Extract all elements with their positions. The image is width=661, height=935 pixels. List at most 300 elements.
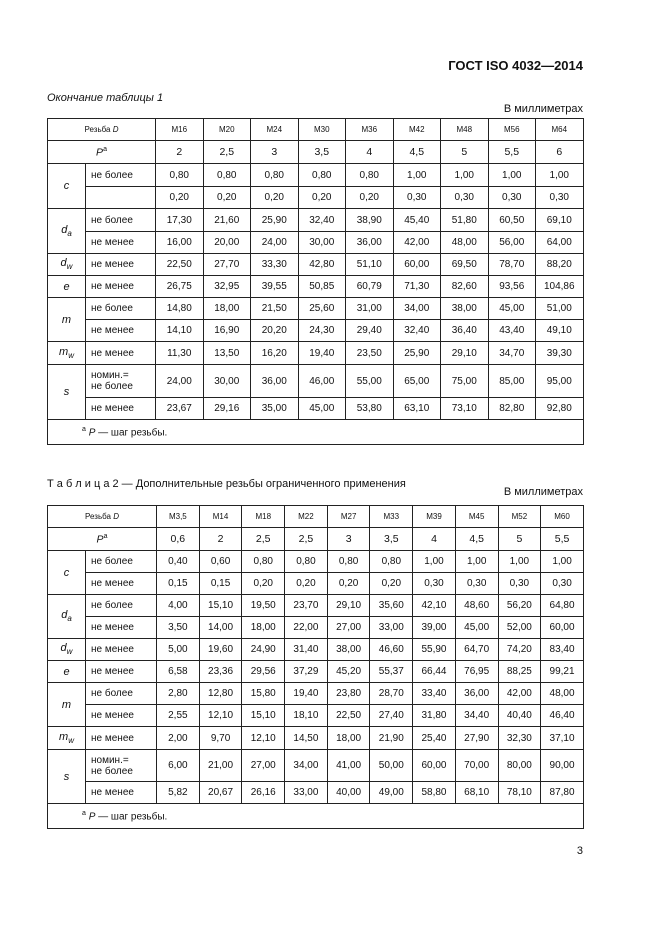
- value-cell: 64,70: [455, 639, 498, 661]
- value-cell: 2,55: [157, 705, 200, 727]
- value-cell: 0,80: [156, 164, 204, 187]
- value-cell: 27,90: [455, 727, 498, 750]
- value-cell: 5,82: [157, 782, 200, 804]
- pitch-value-cell: 3: [251, 141, 299, 164]
- value-cell: 0,20: [298, 187, 346, 209]
- value-cell: 17,30: [156, 209, 204, 232]
- limit-label-line: номин.=: [91, 370, 129, 381]
- limit-label-cell: [86, 661, 157, 683]
- value-cell: 36,40: [441, 320, 489, 342]
- table1-data-row: [48, 187, 584, 209]
- value-cell: 24,00: [251, 232, 299, 254]
- value-cell: 33,40: [413, 683, 456, 705]
- limit-label-line: не менее: [91, 710, 134, 721]
- dimension-symbol: c: [63, 180, 70, 192]
- footnote-cell: [48, 804, 584, 829]
- table2-header-row: [48, 506, 584, 528]
- limit-label-line: не менее: [91, 732, 134, 744]
- table1-note-row: [48, 420, 584, 445]
- value-cell: 87,80: [541, 782, 584, 804]
- footnote-symbol: P: [88, 811, 96, 823]
- value-cell: 48,00: [441, 232, 489, 254]
- value-cell: 34,00: [285, 750, 328, 782]
- dimension-symbol-cell: [48, 661, 86, 683]
- value-cell: 73,10: [441, 398, 489, 420]
- footnote-cell: [48, 420, 584, 445]
- value-cell: 45,00: [298, 398, 346, 420]
- limit-label-line: не более: [91, 765, 133, 777]
- value-cell: 19,60: [199, 639, 242, 661]
- value-cell: 1,00: [393, 164, 441, 187]
- table2-data-row: [48, 551, 584, 573]
- value-cell: 21,90: [370, 727, 413, 750]
- value-cell: 50,00: [370, 750, 413, 782]
- thread-symbol: D: [113, 512, 119, 521]
- pitch-value-cell: 2: [156, 141, 204, 164]
- limit-label-cell: [86, 782, 157, 804]
- value-cell: 0,80: [203, 164, 251, 187]
- limit-label-cell: [86, 551, 157, 573]
- value-cell: 23,50: [346, 342, 394, 365]
- value-cell: 65,00: [393, 365, 441, 398]
- value-cell: 27,00: [242, 750, 285, 782]
- value-cell: 60,79: [346, 276, 394, 298]
- value-cell: 45,40: [393, 209, 441, 232]
- value-cell: 55,90: [413, 639, 456, 661]
- value-cell: 19,50: [242, 595, 285, 617]
- pitch-value-cell: 3: [327, 528, 370, 551]
- value-cell: 16,20: [251, 342, 299, 365]
- value-cell: 38,00: [327, 639, 370, 661]
- pitch-footnote-mark: a: [103, 532, 108, 540]
- value-cell: 6,58: [157, 661, 200, 683]
- pitch-footnote-mark: a: [103, 145, 107, 153]
- value-cell: 0,20: [156, 187, 204, 209]
- value-cell: 23,70: [285, 595, 328, 617]
- limit-label-cell: [86, 398, 156, 420]
- thread-size-cell: M56: [488, 119, 536, 141]
- pitch-header-cell: [48, 528, 157, 551]
- thread-size-cell: M14: [199, 506, 242, 528]
- value-cell: 76,95: [455, 661, 498, 683]
- value-cell: 36,00: [455, 683, 498, 705]
- value-cell: 23,36: [199, 661, 242, 683]
- value-cell: 88,25: [498, 661, 541, 683]
- dimension-symbol-cell: [48, 365, 86, 420]
- value-cell: 21,60: [203, 209, 251, 232]
- table2-pitch-row: [48, 528, 584, 551]
- value-cell: 3,50: [157, 617, 200, 639]
- thread-label: Резьба: [85, 512, 114, 521]
- footnote-text: — шаг резьбы.: [95, 427, 168, 439]
- pitch-value-cell: 0,6: [157, 528, 200, 551]
- value-cell: 12,10: [242, 727, 285, 750]
- value-cell: 104,86: [536, 276, 584, 298]
- table1-header-row: [48, 119, 584, 141]
- value-cell: 70,00: [455, 750, 498, 782]
- value-cell: 60,50: [488, 209, 536, 232]
- footnote-mark: a: [82, 809, 86, 817]
- dimension-symbol: d: [60, 257, 67, 270]
- value-cell: 92,80: [536, 398, 584, 420]
- limit-label-line: не более: [91, 169, 133, 181]
- value-cell: 43,40: [488, 320, 536, 342]
- pitch-value-cell: 3,5: [298, 141, 346, 164]
- value-cell: 14,00: [199, 617, 242, 639]
- pitch-value-cell: 4,5: [393, 141, 441, 164]
- footnote-mark: a: [82, 425, 86, 433]
- value-cell: 9,70: [199, 727, 242, 750]
- value-cell: 0,15: [199, 573, 242, 595]
- pitch-value-cell: 4,5: [455, 528, 498, 551]
- limit-label-cell: [86, 639, 157, 661]
- value-cell: 16,00: [156, 232, 204, 254]
- value-cell: 42,00: [498, 683, 541, 705]
- value-cell: 80,00: [498, 750, 541, 782]
- value-cell: 0,20: [327, 573, 370, 595]
- thread-size-cell: M60: [541, 506, 584, 528]
- limit-label-cell: [86, 617, 157, 639]
- dimension-symbol-cell: [48, 276, 86, 298]
- table2-data-row: [48, 617, 584, 639]
- dimension-symbol: s: [63, 386, 70, 398]
- dimension-symbol-cell: [48, 750, 86, 804]
- pitch-value-cell: 5: [441, 141, 489, 164]
- pitch-symbol: P: [96, 533, 104, 546]
- value-cell: 14,10: [156, 320, 204, 342]
- value-cell: 18,10: [285, 705, 328, 727]
- value-cell: 26,16: [242, 782, 285, 804]
- limit-label-line: не более: [91, 214, 133, 226]
- value-cell: 1,00: [541, 551, 584, 573]
- value-cell: 0,80: [285, 551, 328, 573]
- value-cell: 18,00: [327, 727, 370, 750]
- value-cell: 0,80: [251, 164, 299, 187]
- value-cell: 0,80: [242, 551, 285, 573]
- value-cell: 32,40: [393, 320, 441, 342]
- limit-label-line: не менее: [91, 281, 134, 292]
- thread-size-cell: M42: [393, 119, 441, 141]
- value-cell: 39,30: [536, 342, 584, 365]
- table2-data-row: [48, 573, 584, 595]
- value-cell: 33,30: [251, 254, 299, 276]
- dimension-symbol-cell: [48, 254, 86, 276]
- pitch-value-cell: 2,5: [242, 528, 285, 551]
- limit-label-cell: [86, 727, 157, 750]
- value-cell: 0,80: [327, 551, 370, 573]
- table1-data-row: [48, 398, 584, 420]
- value-cell: 32,40: [298, 209, 346, 232]
- value-cell: 30,00: [203, 365, 251, 398]
- dimension-symbol-cell: [48, 164, 86, 209]
- value-cell: 33,00: [370, 617, 413, 639]
- value-cell: 5,00: [157, 639, 200, 661]
- dimension-symbol-cell: [48, 727, 86, 750]
- value-cell: 0,20: [251, 187, 299, 209]
- value-cell: 25,90: [251, 209, 299, 232]
- value-cell: 1,00: [441, 164, 489, 187]
- value-cell: 29,16: [203, 398, 251, 420]
- dimension-symbol-cell: [48, 683, 86, 727]
- value-cell: 49,00: [370, 782, 413, 804]
- limit-label-line: не более: [91, 600, 133, 611]
- value-cell: 40,40: [498, 705, 541, 727]
- value-cell: 78,10: [498, 782, 541, 804]
- thread-header-cell: [48, 506, 157, 528]
- value-cell: 69,50: [441, 254, 489, 276]
- value-cell: 37,29: [285, 661, 328, 683]
- value-cell: 13,50: [203, 342, 251, 365]
- value-cell: 27,70: [203, 254, 251, 276]
- table2-data-row: [48, 727, 584, 750]
- value-cell: 23,67: [156, 398, 204, 420]
- value-cell: 85,00: [488, 365, 536, 398]
- limit-label-cell: [86, 209, 156, 232]
- value-cell: 42,00: [393, 232, 441, 254]
- footnote-text: — шаг резьбы.: [95, 811, 168, 823]
- value-cell: 0,80: [346, 164, 394, 187]
- thread-size-cell: M36: [346, 119, 394, 141]
- value-cell: 74,20: [498, 639, 541, 661]
- limit-label-line: не менее: [91, 237, 134, 248]
- table1-data-row: [48, 298, 584, 320]
- value-cell: 29,10: [441, 342, 489, 365]
- value-cell: 51,80: [441, 209, 489, 232]
- value-cell: 78,70: [488, 254, 536, 276]
- value-cell: 41,00: [327, 750, 370, 782]
- value-cell: 53,80: [346, 398, 394, 420]
- limit-label-cell: [86, 164, 156, 187]
- value-cell: 0,20: [370, 573, 413, 595]
- thread-size-cell: M39: [413, 506, 456, 528]
- value-cell: 34,00: [393, 298, 441, 320]
- value-cell: 30,00: [298, 232, 346, 254]
- value-cell: 12,10: [199, 705, 242, 727]
- value-cell: 33,00: [285, 782, 328, 804]
- table1-caption: Окончание таблицы 1: [47, 92, 164, 104]
- value-cell: 15,80: [242, 683, 285, 705]
- value-cell: 51,10: [346, 254, 394, 276]
- value-cell: 45,00: [455, 617, 498, 639]
- value-cell: 14,50: [285, 727, 328, 750]
- dimension-subscript: w: [66, 647, 73, 657]
- pitch-value-cell: 3,5: [370, 528, 413, 551]
- limit-label-line: не более: [91, 556, 133, 567]
- value-cell: 46,40: [541, 705, 584, 727]
- value-cell: 31,40: [285, 639, 328, 661]
- limit-label-cell: [86, 320, 156, 342]
- value-cell: 23,80: [327, 683, 370, 705]
- limit-label-cell: [86, 232, 156, 254]
- value-cell: 90,00: [541, 750, 584, 782]
- value-cell: 15,10: [199, 595, 242, 617]
- value-cell: 93,56: [488, 276, 536, 298]
- value-cell: 75,00: [441, 365, 489, 398]
- value-cell: 1,00: [455, 551, 498, 573]
- table1-pitch-row: [48, 141, 584, 164]
- value-cell: 21,00: [199, 750, 242, 782]
- table2-data-row: [48, 661, 584, 683]
- pitch-value-cell: 2,5: [203, 141, 251, 164]
- value-cell: 42,10: [413, 595, 456, 617]
- table1-data-row: [48, 320, 584, 342]
- dimension-symbol: m: [61, 698, 72, 711]
- table1-data-row: [48, 365, 584, 398]
- value-cell: 1,00: [498, 551, 541, 573]
- pitch-value-cell: 4: [346, 141, 394, 164]
- value-cell: 11,30: [156, 342, 204, 365]
- value-cell: 58,80: [413, 782, 456, 804]
- value-cell: 38,00: [441, 298, 489, 320]
- table1-data-row: [48, 342, 584, 365]
- table2-units: В миллиметрах: [503, 486, 583, 498]
- limit-label-cell: [86, 365, 156, 398]
- value-cell: 0,20: [242, 573, 285, 595]
- thread-size-cell: M45: [455, 506, 498, 528]
- limit-label-cell: [86, 298, 156, 320]
- value-cell: 26,75: [156, 276, 204, 298]
- value-cell: 32,95: [203, 276, 251, 298]
- value-cell: 45,00: [488, 298, 536, 320]
- value-cell: 18,00: [242, 617, 285, 639]
- value-cell: 34,70: [488, 342, 536, 365]
- dimension-subscript: a: [67, 614, 72, 624]
- value-cell: 29,56: [242, 661, 285, 683]
- value-cell: 0,30: [455, 573, 498, 595]
- dimension-subscript: a: [67, 229, 72, 239]
- value-cell: 46,60: [370, 639, 413, 661]
- value-cell: 0,30: [536, 187, 584, 209]
- value-cell: 24,90: [242, 639, 285, 661]
- pitch-value-cell: 2,5: [285, 528, 328, 551]
- limit-label-cell: [86, 573, 157, 595]
- value-cell: 50,85: [298, 276, 346, 298]
- pitch-value-cell: 5: [498, 528, 541, 551]
- value-cell: 22,50: [156, 254, 204, 276]
- value-cell: 24,30: [298, 320, 346, 342]
- value-cell: 0,30: [413, 573, 456, 595]
- dimension-symbol: d: [61, 223, 68, 236]
- value-cell: 14,80: [156, 298, 204, 320]
- value-cell: 68,10: [455, 782, 498, 804]
- table2-data-row: [48, 750, 584, 782]
- value-cell: 25,90: [393, 342, 441, 365]
- thread-size-cell: M3,5: [157, 506, 200, 528]
- value-cell: 38,90: [346, 209, 394, 232]
- thread-size-cell: M24: [251, 119, 299, 141]
- dimension-symbol-cell: [48, 595, 86, 639]
- value-cell: 36,00: [346, 232, 394, 254]
- footnote-symbol: P: [88, 427, 96, 439]
- dimension-symbol-cell: [48, 298, 86, 342]
- value-cell: 0,20: [346, 187, 394, 209]
- value-cell: 52,00: [498, 617, 541, 639]
- dimension-symbol: d: [61, 609, 68, 622]
- value-cell: 0,30: [393, 187, 441, 209]
- value-cell: 20,00: [203, 232, 251, 254]
- value-cell: 2,00: [157, 727, 200, 750]
- value-cell: 99,21: [541, 661, 584, 683]
- limit-label-line: не менее: [91, 578, 134, 589]
- value-cell: 29,40: [346, 320, 394, 342]
- value-cell: 95,00: [536, 365, 584, 398]
- value-cell: 35,00: [251, 398, 299, 420]
- dimension-symbol: s: [63, 770, 70, 783]
- value-cell: 46,00: [298, 365, 346, 398]
- value-cell: 25,60: [298, 298, 346, 320]
- value-cell: 36,00: [251, 365, 299, 398]
- value-cell: 63,10: [393, 398, 441, 420]
- thread-size-cell: M18: [242, 506, 285, 528]
- value-cell: 82,80: [488, 398, 536, 420]
- pitch-value-cell: 2: [199, 528, 242, 551]
- thread-symbol: D: [112, 125, 119, 134]
- value-cell: 1,00: [488, 164, 536, 187]
- thread-size-cell: M30: [298, 119, 346, 141]
- dimension-symbol-cell: [48, 551, 86, 595]
- dimension-symbol-cell: [48, 209, 86, 254]
- value-cell: 6,00: [157, 750, 200, 782]
- value-cell: 0,30: [541, 573, 584, 595]
- value-cell: 2,80: [157, 683, 200, 705]
- limit-label-line: не менее: [91, 347, 134, 359]
- dimension-symbol: d: [60, 642, 67, 655]
- value-cell: 69,10: [536, 209, 584, 232]
- value-cell: 0,40: [157, 551, 200, 573]
- table1-data-row: [48, 276, 584, 298]
- value-cell: 29,10: [327, 595, 370, 617]
- value-cell: 22,00: [285, 617, 328, 639]
- value-cell: 22,50: [327, 705, 370, 727]
- value-cell: 48,60: [455, 595, 498, 617]
- value-cell: 18,00: [203, 298, 251, 320]
- value-cell: 1,00: [536, 164, 584, 187]
- value-cell: 0,80: [370, 551, 413, 573]
- value-cell: 28,70: [370, 683, 413, 705]
- table2-note-row: [48, 804, 584, 829]
- value-cell: 37,10: [541, 727, 584, 750]
- dimension-symbol: m: [59, 345, 69, 358]
- value-cell: 60,00: [413, 750, 456, 782]
- value-cell: 66,44: [413, 661, 456, 683]
- dimension-symbol: c: [63, 566, 70, 579]
- value-cell: 0,30: [441, 187, 489, 209]
- thread-size-cell: M52: [498, 506, 541, 528]
- value-cell: 0,20: [203, 187, 251, 209]
- value-cell: 64,80: [541, 595, 584, 617]
- value-cell: 20,67: [199, 782, 242, 804]
- value-cell: 0,15: [157, 573, 200, 595]
- value-cell: 42,80: [298, 254, 346, 276]
- limit-label-cell: [86, 683, 157, 705]
- limit-label-line: не менее: [91, 787, 134, 798]
- dimension-symbol: m: [61, 313, 72, 326]
- table2-data-row: [48, 705, 584, 727]
- table2-data-row: [48, 639, 584, 661]
- dimension-symbol: m: [59, 730, 69, 743]
- table1-data-row: [48, 209, 584, 232]
- value-cell: 34,40: [455, 705, 498, 727]
- limit-label-line: не менее: [91, 666, 134, 677]
- table1-units: В миллиметрах: [503, 103, 583, 115]
- value-cell: 0,30: [488, 187, 536, 209]
- pitch-value-cell: 5,5: [488, 141, 536, 164]
- value-cell: 60,00: [541, 617, 584, 639]
- value-cell: 39,00: [413, 617, 456, 639]
- value-cell: 27,00: [327, 617, 370, 639]
- limit-label-line: не менее: [91, 403, 134, 414]
- pitch-value-cell: 4: [413, 528, 456, 551]
